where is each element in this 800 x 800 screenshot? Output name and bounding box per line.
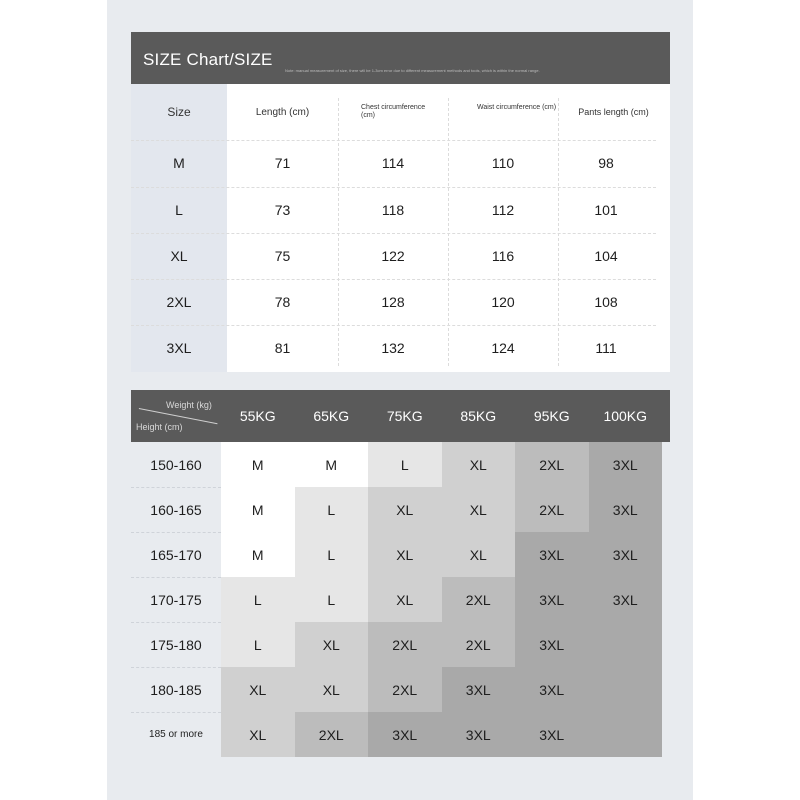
size-recommendation-cell: L [295, 487, 369, 532]
height-axis-label: Height (cm) [136, 422, 183, 432]
length-cell: 81 [274, 340, 291, 356]
size-chart-title: SIZE Chart/SIZE [143, 50, 273, 69]
size-recommendation-cell: L [295, 577, 369, 622]
length-cell: 73 [274, 202, 291, 218]
size-recommendation-cell: 3XL [368, 712, 442, 757]
size-chart-header [131, 32, 670, 84]
size-recommendation-cell: XL [295, 622, 369, 667]
weight-column-header: 85KG [460, 408, 497, 424]
chest-cell: 122 [381, 248, 405, 264]
size-recommendation-cell: 3XL [515, 577, 589, 622]
height-row-header: 170-175 [131, 577, 221, 622]
size-recommendation-cell: XL [368, 532, 442, 577]
size-recommendation-cell [589, 622, 663, 667]
size-cell: 2XL [166, 294, 192, 310]
chest-cell: 132 [381, 340, 405, 356]
size-recommendation-cell: 2XL [515, 442, 589, 487]
size-recommendation-cell [589, 712, 663, 757]
size-recommendation-cell: M [221, 532, 295, 577]
size-recommendation-cell: 3XL [515, 532, 589, 577]
size-recommendation-cell: 2XL [442, 622, 516, 667]
size-recommendation-cell: 3XL [515, 712, 589, 757]
header-waist: Waist circumference (cm) [477, 104, 557, 111]
size-recommendation-cell: XL [442, 532, 516, 577]
size-recommendation-cell: L [221, 622, 295, 667]
size-recommendation-cell: 3XL [589, 532, 663, 577]
size-recommendation-cell: 3XL [589, 577, 663, 622]
size-recommendation-cell: XL [368, 487, 442, 532]
header-length: Length (cm) [255, 106, 310, 118]
size-recommendation-cell: XL [221, 667, 295, 712]
height-row-header: 185 or more [131, 712, 221, 757]
size-recommendation-cell: M [221, 487, 295, 532]
size-recommendation-cell: 2XL [368, 622, 442, 667]
size-recommendation-cell: 3XL [515, 667, 589, 712]
size-recommendation-cell: XL [442, 487, 516, 532]
chest-cell: 114 [381, 155, 405, 171]
waist-cell: 112 [491, 202, 515, 218]
header-chest: Chest circumference (cm) [361, 104, 426, 119]
waist-cell: 110 [491, 155, 515, 171]
size-recommendation-cell: XL [368, 577, 442, 622]
size-recommendation-cell: 3XL [442, 712, 516, 757]
size-recommendation-cell: 2XL [368, 667, 442, 712]
header-size: Size [167, 105, 191, 119]
size-recommendation-cell: M [295, 442, 369, 487]
size-recommendation-cell: XL [221, 712, 295, 757]
height-row-header: 180-185 [131, 667, 221, 712]
size-recommendation-cell: 2XL [295, 712, 369, 757]
size-chart-note: Note: manual measurement of size, there will be 1-3cm error due to different measurement methods and tools, which is within the normal range. [285, 68, 540, 73]
waist-cell: 120 [491, 294, 515, 310]
size-recommendation-cell: 3XL [589, 442, 663, 487]
height-row-header: 165-170 [131, 532, 221, 577]
row-divider [131, 532, 221, 533]
pants-cell: 111 [595, 340, 617, 356]
height-row-header: 160-165 [131, 487, 221, 532]
size-recommendation-cell: 3XL [442, 667, 516, 712]
length-cell: 71 [274, 155, 291, 171]
waist-cell: 124 [491, 340, 515, 356]
size-recommendation-cell: 3XL [589, 487, 663, 532]
size-cell: 3XL [166, 340, 192, 356]
size-recommendation-cell: M [221, 442, 295, 487]
size-recommendation-cell: 2XL [442, 577, 516, 622]
height-row-header: 175-180 [131, 622, 221, 667]
recommendation-header [131, 390, 670, 442]
size-recommendation-cell: XL [295, 667, 369, 712]
weight-column-header: 100KG [603, 408, 648, 424]
row-divider [131, 712, 221, 713]
corner-cell [131, 390, 221, 442]
weight-column-header: 75KG [386, 408, 423, 424]
size-recommendation-cell: L [368, 442, 442, 487]
weight-column-header: 55KG [239, 408, 276, 424]
chest-cell: 128 [381, 294, 405, 310]
size-recommendation-cell: L [295, 532, 369, 577]
size-recommendation-cell: 3XL [515, 622, 589, 667]
size-recommendation-cell: 2XL [515, 487, 589, 532]
size-chart-table [131, 84, 670, 372]
pants-cell: 108 [594, 294, 618, 310]
weight-axis-label: Weight (kg) [166, 400, 212, 410]
chest-cell: 118 [381, 202, 405, 218]
waist-cell: 116 [491, 248, 515, 264]
row-divider [131, 667, 221, 668]
size-recommendation-cell: L [221, 577, 295, 622]
row-divider [131, 622, 221, 623]
pants-cell: 104 [594, 248, 618, 264]
weight-column-header: 65KG [313, 408, 350, 424]
row-divider [131, 487, 221, 488]
size-cell: XL [170, 248, 188, 264]
weight-column-header: 95KG [533, 408, 570, 424]
pants-cell: 98 [598, 155, 614, 171]
pants-cell: 101 [594, 202, 618, 218]
size-recommendation-cell: XL [442, 442, 516, 487]
header-pants: Pants length (cm) [578, 107, 649, 117]
size-recommendation-cell [589, 667, 663, 712]
size-cell: M [173, 155, 185, 171]
size-cell: L [175, 202, 183, 218]
row-divider [131, 577, 221, 578]
length-cell: 78 [274, 294, 291, 310]
height-row-header: 150-160 [131, 442, 221, 487]
length-cell: 75 [274, 248, 291, 264]
